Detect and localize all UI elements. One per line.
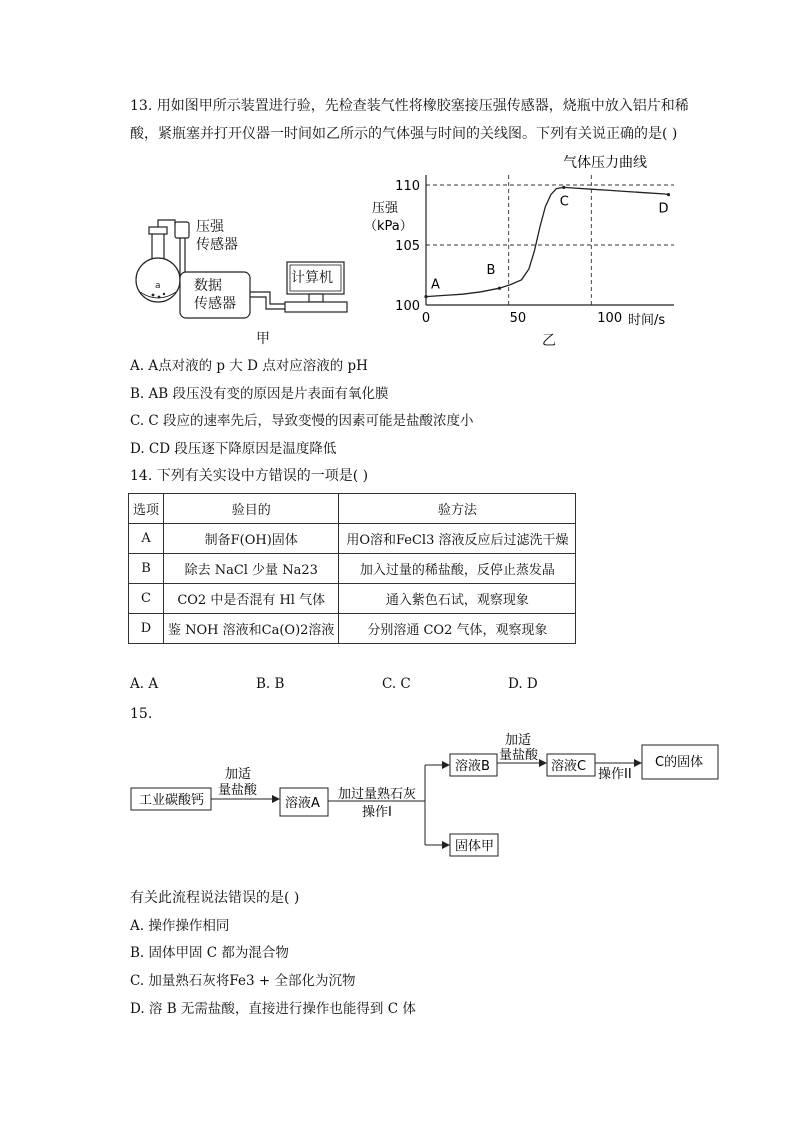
row-b-option: B bbox=[129, 554, 164, 584]
pressure-sensor-label-2: 传感器 bbox=[196, 237, 238, 253]
pressure-sensor-label bbox=[196, 218, 238, 254]
chart-caption: 乙 bbox=[542, 333, 556, 349]
chart-title: 气体压力曲线 bbox=[563, 155, 647, 171]
data-sensor-label-2: 传感器 bbox=[194, 296, 236, 312]
point-label-d: D bbox=[658, 201, 669, 217]
x-tick-label: 0 bbox=[421, 311, 431, 326]
chart-ylabel-2: （kPa） bbox=[364, 219, 413, 234]
pressure-sensor-icon bbox=[175, 222, 189, 238]
table-row bbox=[129, 554, 576, 584]
q15-stem: 有关此流程说法错误的是( ) bbox=[130, 890, 300, 906]
data-sensor-label bbox=[194, 277, 236, 313]
pressure-chart bbox=[360, 150, 690, 350]
q14-answer-c: C. C bbox=[382, 676, 411, 692]
pressure-sensor-label-1: 压强 bbox=[196, 219, 224, 235]
computer-label: 计算机 bbox=[291, 270, 333, 286]
label-step1-1: 加适 bbox=[225, 767, 252, 782]
row-a-method: 用O溶和FeCl3 溶液反应后过滤洗干燥 bbox=[339, 524, 576, 554]
y-tick-label: 105 bbox=[395, 239, 420, 254]
row-a-purpose: 制备F(OH)固体 bbox=[164, 524, 339, 554]
keyboard-icon bbox=[285, 302, 347, 312]
q15-option-c: C. 加量熟石灰将Fe3 + 全部化为沉物 bbox=[130, 973, 356, 989]
label-step2-2: 操作I bbox=[362, 805, 392, 820]
row-d-option: D bbox=[129, 614, 164, 644]
svg-text:a: a bbox=[155, 281, 161, 291]
stopper-icon bbox=[149, 227, 167, 234]
table-row bbox=[129, 584, 576, 614]
label-step3-1: 加适 bbox=[505, 733, 532, 748]
q13-stem-line-2: 酸，紧瓶塞并打开仪器一时间如乙所示的气体强与时间的关线图。下列有关说正确的是( ) bbox=[130, 126, 678, 142]
label-step1-2: 量盐酸 bbox=[218, 783, 258, 798]
pressure-curve bbox=[426, 187, 669, 296]
point-label-b: B bbox=[486, 263, 496, 279]
q13-option-a: A. A点对液的 p 大 D 点对应溶液的 pH bbox=[130, 358, 368, 374]
row-c-method: 通入紫色石试，观察现象 bbox=[339, 584, 576, 614]
chart-xlabel: 时间/s bbox=[628, 313, 666, 328]
apparatus-caption: 甲 bbox=[256, 331, 270, 347]
label-step2-1: 加过量熟石灰 bbox=[338, 787, 417, 802]
row-b-method: 加入过量的稀盐酸，反停止蒸发晶 bbox=[339, 554, 576, 584]
chart-ylabel-1: 压强 bbox=[372, 201, 399, 216]
flask-icon bbox=[136, 258, 180, 302]
point-label-c: C bbox=[559, 194, 569, 210]
q15-option-d: D. 溶 B 无需盐酸，直接进行操作也能得到 C 体 bbox=[130, 1001, 416, 1017]
label-start: 工业碳酸钙 bbox=[139, 793, 205, 808]
label-solid: 固体甲 bbox=[455, 839, 495, 854]
q14-answer-a: A. A bbox=[130, 676, 159, 692]
row-a-option: A bbox=[129, 524, 164, 554]
header-purpose: 验目的 bbox=[164, 494, 339, 524]
row-c-option: C bbox=[129, 584, 164, 614]
q15-flow-diagram bbox=[125, 728, 725, 863]
point-b bbox=[498, 287, 501, 290]
row-b-purpose: 除去 NaCl 少量 Na23 bbox=[164, 554, 339, 584]
q14-stem: 14. 下列有关实设中方错误的一项是( ) bbox=[130, 468, 369, 484]
q13-option-b: B. AB 段压没有变的原因是片表面有氧化膜 bbox=[130, 386, 389, 402]
header-method: 验方法 bbox=[339, 494, 576, 524]
q13-option-c: C. C 段应的速率先后，导致变慢的因素可能是盐酸浓度小 bbox=[130, 413, 474, 429]
row-d-purpose: 鉴 NOH 溶液和Ca(O)2溶液 bbox=[164, 614, 339, 644]
label-solution-c: 溶液C bbox=[551, 759, 587, 774]
table-row bbox=[129, 524, 576, 554]
point-a bbox=[424, 295, 427, 298]
q14-answer-d: D. D bbox=[508, 676, 538, 692]
q13-stem-line-1: 13. 用如图甲所示装置进行验，先检查装气性将橡胶塞接压强传感器，烧瓶中放入铝片和稀 bbox=[130, 98, 689, 114]
x-tick-label: 100 bbox=[597, 311, 623, 326]
y-tick-label: 110 bbox=[395, 179, 420, 194]
q15-option-a: A. 操作操作相同 bbox=[130, 918, 230, 934]
point-c bbox=[562, 186, 565, 189]
data-sensor-label-1: 数据 bbox=[194, 278, 222, 294]
q15-number: 15. bbox=[130, 706, 153, 722]
q14-table bbox=[128, 493, 576, 644]
row-d-method: 分别溶通 CO2 气体，观察现象 bbox=[339, 614, 576, 644]
point-d bbox=[667, 193, 670, 196]
row-c-purpose: CO2 中是否混有 Hl 气体 bbox=[164, 584, 339, 614]
label-solution-b: 溶液B bbox=[455, 759, 490, 774]
y-tick-label: 100 bbox=[395, 299, 420, 314]
q13-option-d: D. CD 段压逐下降原因是温度降低 bbox=[130, 441, 337, 457]
x-tick-label: 50 bbox=[509, 311, 527, 326]
label-step4: 操作II bbox=[598, 767, 632, 782]
q14-answer-b: B. B bbox=[256, 676, 285, 692]
header-option: 选项 bbox=[129, 494, 164, 524]
chart-grid bbox=[426, 175, 674, 305]
table-row bbox=[129, 614, 576, 644]
label-solution-a: 溶液A bbox=[285, 796, 320, 811]
label-step3-2: 量盐酸 bbox=[499, 748, 539, 763]
q15-option-b: B. 固体甲固 C 都为混合物 bbox=[130, 945, 289, 961]
point-label-a: A bbox=[431, 277, 440, 293]
table-header-row bbox=[129, 494, 576, 524]
label-product: C的固体 bbox=[655, 755, 704, 770]
